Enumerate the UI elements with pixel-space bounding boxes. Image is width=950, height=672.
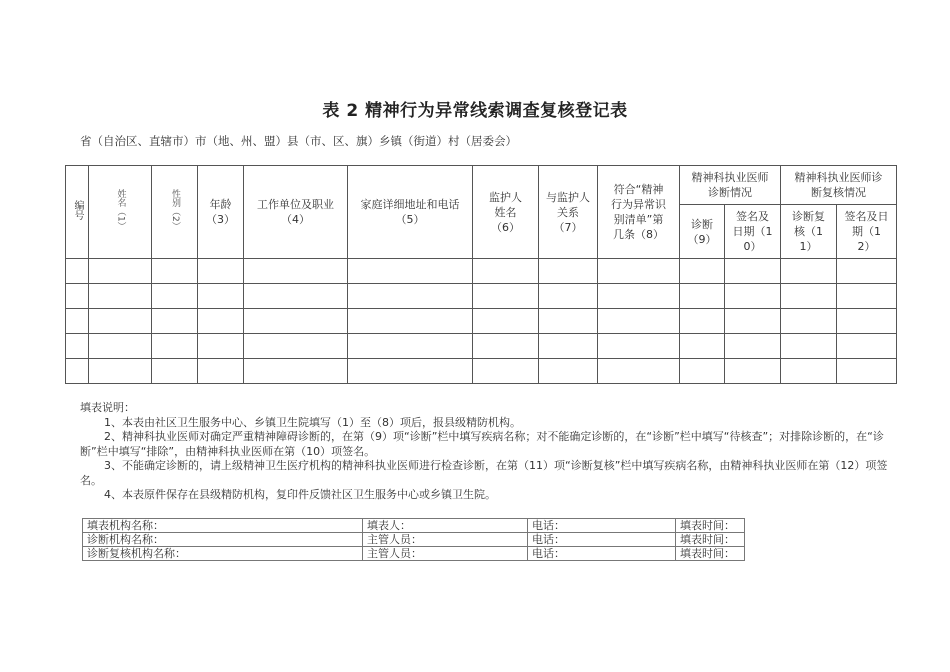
table-cell[interactable] (539, 359, 598, 384)
table-cell[interactable] (89, 359, 152, 384)
col-address-header: 家庭详细地址和电话 （5） (348, 166, 473, 259)
table-cell[interactable] (66, 359, 89, 384)
org-field[interactable]: 诊断机构名称： (83, 533, 363, 547)
table-cell[interactable] (725, 359, 781, 384)
table-cell[interactable] (348, 284, 473, 309)
table-cell[interactable] (198, 359, 244, 384)
table-cell[interactable] (473, 259, 539, 284)
table-cell[interactable] (66, 284, 89, 309)
table-cell[interactable] (539, 334, 598, 359)
table-cell[interactable] (66, 334, 89, 359)
table-cell[interactable] (598, 259, 680, 284)
table-cell[interactable] (473, 359, 539, 384)
table-cell[interactable] (680, 359, 725, 384)
table-cell[interactable] (152, 359, 198, 384)
footer-row (83, 547, 745, 561)
table-cell[interactable] (837, 309, 897, 334)
table-cell[interactable] (837, 284, 897, 309)
table-cell[interactable] (152, 284, 198, 309)
table-cell[interactable] (89, 309, 152, 334)
table-cell[interactable] (473, 309, 539, 334)
time-field[interactable]: 填表时间： (676, 533, 745, 547)
instruction-item: 3、不能确定诊断的，请上级精神卫生医疗机构的精神科执业医师进行检查诊断，在第（11）项“诊断复核”栏中填写疾病名称，由精神科执业医师在第（12）项签名。 (80, 459, 888, 487)
table-cell[interactable] (680, 309, 725, 334)
table-cell[interactable] (89, 334, 152, 359)
table-cell[interactable] (198, 334, 244, 359)
col-id-header: 编号 (66, 166, 89, 259)
table-cell[interactable] (598, 309, 680, 334)
table-cell[interactable] (244, 309, 348, 334)
table-cell[interactable] (781, 284, 837, 309)
table-cell[interactable] (348, 359, 473, 384)
person-field[interactable]: 填表人： (363, 519, 528, 533)
page-title: 表 2 精神行为异常线索调查复核登记表 (322, 101, 628, 121)
group-diag-header: 精神科执业医师 诊断情况 (680, 166, 781, 205)
instructions-heading: 填表说明： (80, 401, 135, 414)
phone-field[interactable]: 电话： (528, 519, 676, 533)
table-cell[interactable] (244, 359, 348, 384)
table-cell[interactable] (244, 334, 348, 359)
table-cell[interactable] (539, 309, 598, 334)
table-cell[interactable] (680, 334, 725, 359)
table-cell[interactable] (66, 309, 89, 334)
table-cell[interactable] (66, 259, 89, 284)
person-field[interactable]: 主管人员： (363, 547, 528, 561)
signature-table (82, 518, 745, 561)
phone-field[interactable]: 电话： (528, 533, 676, 547)
table-cell[interactable] (152, 259, 198, 284)
table-cell[interactable] (244, 284, 348, 309)
table-cell[interactable] (473, 334, 539, 359)
table-cell[interactable] (89, 259, 152, 284)
phone-field[interactable]: 电话： (528, 547, 676, 561)
table-cell[interactable] (244, 259, 348, 284)
table-cell[interactable] (473, 284, 539, 309)
instruction-item: 1、本表由社区卫生服务中心、乡镇卫生院填写（1）至（8）项后，报县级精防机构。 (104, 415, 521, 429)
table-cell[interactable] (598, 334, 680, 359)
col-guardian-header: 监护人 姓名 （6） (473, 166, 539, 259)
table-cell[interactable] (539, 284, 598, 309)
col-sign-date2-header: 签名及日 期（1 2） (837, 205, 897, 259)
org-field[interactable]: 填表机构名称： (83, 519, 363, 533)
col-relation-header: 与监护人 关系 （7） (539, 166, 598, 259)
table-cell[interactable] (152, 309, 198, 334)
register-table (65, 165, 897, 384)
col-match-header: 符合“精神 行为异常识 别清单”第 几条（8） (598, 166, 680, 259)
col-sign-date-header: 签名及 日期（1 0） (725, 205, 781, 259)
table-cell[interactable] (198, 259, 244, 284)
table-cell[interactable] (725, 259, 781, 284)
table-cell[interactable] (725, 309, 781, 334)
table-cell[interactable] (348, 259, 473, 284)
table-cell[interactable] (837, 259, 897, 284)
table-cell[interactable] (680, 284, 725, 309)
person-field[interactable]: 主管人员： (363, 533, 528, 547)
table-cell[interactable] (598, 284, 680, 309)
table-cell[interactable] (89, 284, 152, 309)
table-row (66, 334, 897, 359)
time-field[interactable]: 填表时间： (676, 519, 745, 533)
table-cell[interactable] (152, 334, 198, 359)
footer-row (83, 519, 745, 533)
table-cell[interactable] (781, 309, 837, 334)
table-row (66, 284, 897, 309)
instruction-item: 2、精神科执业医师对确定严重精神障碍诊断的，在第（9）项“诊断”栏中填写疾病名称；对不能确定诊断的，在“诊断”栏中填写“待核查”；对排除诊断的，在“诊断”栏中填写“排除”，由精神科执业医师在第（10）项签名。 (80, 430, 884, 458)
table-cell[interactable] (348, 309, 473, 334)
table-cell[interactable] (539, 259, 598, 284)
region-line: 省（自治区、直辖市）市（地、州、盟）县（市、区、旗）乡镇（街道）村（居委会） (80, 134, 517, 148)
time-field[interactable]: 填表时间： (676, 547, 745, 561)
group-review-header: 精神科执业医师诊 断复核情况 (781, 166, 897, 205)
table-cell[interactable] (781, 334, 837, 359)
col-gender-header: 性别（2） (152, 166, 198, 259)
table-row (66, 359, 897, 384)
table-cell[interactable] (198, 309, 244, 334)
table-cell[interactable] (781, 259, 837, 284)
col-age-header: 年龄 （3） (198, 166, 244, 259)
table-cell[interactable] (837, 334, 897, 359)
table-row (66, 259, 897, 284)
table-cell[interactable] (198, 284, 244, 309)
col-review-header: 诊断复 核（1 1） (781, 205, 837, 259)
org-field[interactable]: 诊断复核机构名称： (83, 547, 363, 561)
table-row (66, 309, 897, 334)
col-diag-header: 诊断 （9） (680, 205, 725, 259)
col-work-header: 工作单位及职业 （4） (244, 166, 348, 259)
table-cell[interactable] (598, 359, 680, 384)
table-cell[interactable] (725, 284, 781, 309)
col-name-header: 姓名（1） (89, 166, 152, 259)
table-cell[interactable] (725, 334, 781, 359)
table-cell[interactable] (348, 334, 473, 359)
table-cell[interactable] (837, 359, 897, 384)
table-cell[interactable] (781, 359, 837, 384)
instructions (80, 401, 900, 503)
table-cell[interactable] (680, 259, 725, 284)
instruction-item: 4、本表原件保存在县级精防机构，复印件反馈社区卫生服务中心或乡镇卫生院。 (104, 488, 496, 501)
footer-row (83, 533, 745, 547)
